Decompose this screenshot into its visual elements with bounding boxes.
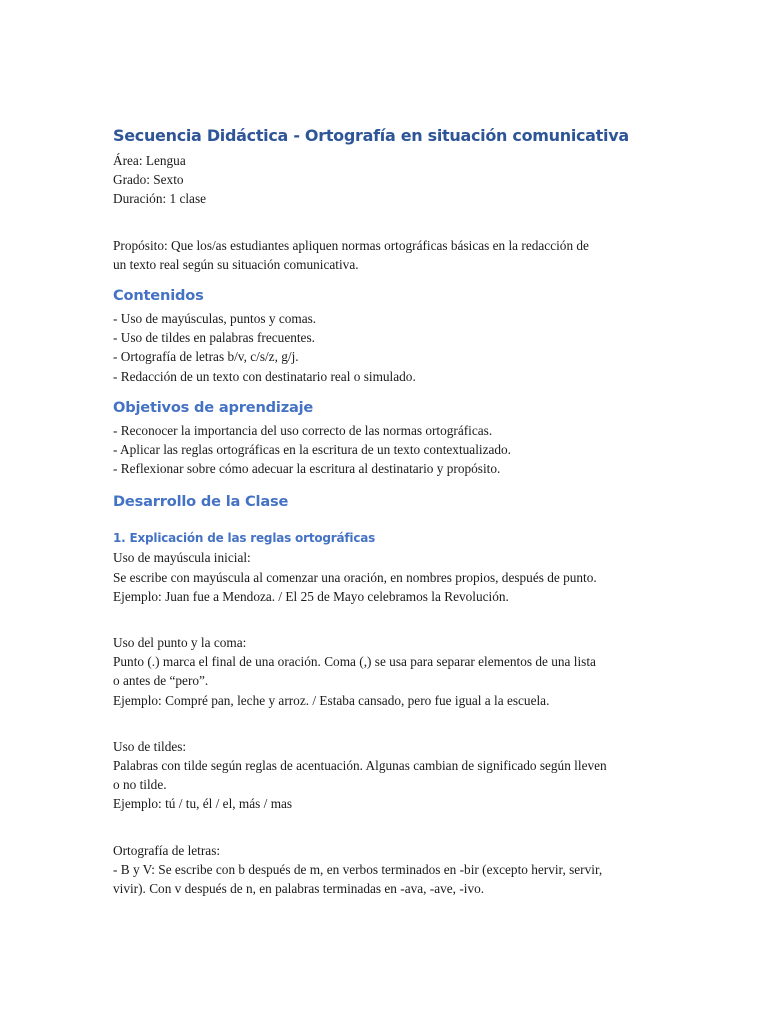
spacer <box>113 386 658 397</box>
objectives-item: - Reflexionar sobre cómo adecuar la escritura al destinatario y propósito. <box>113 461 501 477</box>
document-title: Secuencia Didáctica - Ortografía en situación comunicativa <box>113 126 629 145</box>
spacer <box>113 515 658 528</box>
contents-heading: Contenidos <box>113 287 204 305</box>
development-heading: Desarrollo de la Clase <box>113 493 289 511</box>
spacer <box>113 606 658 633</box>
spacer <box>113 478 658 491</box>
purpose-line-1: Propósito: Que los/as estudiantes apliquen normas ortográficas básicas en la redacción de <box>113 237 589 253</box>
purpose-line-2: un texto real según su situación comunicativa. <box>113 256 359 272</box>
block-mayuscula-line: Se escribe con mayúscula al comenzar una oración, en nombres propios, después de punto. <box>113 569 597 585</box>
meta-grado: Grado: Sexto <box>113 172 184 188</box>
block-letras-line: - B y V: Se escribe con b después de m, en verbos terminados en -bir (excepto hervir, servir, <box>113 861 603 877</box>
block-tildes-line: Ejemplo: tú / tu, él / el, más / mas <box>113 796 293 812</box>
objectives-item: - Aplicar las reglas ortográficas en la escritura de un texto contextualizado. <box>113 442 512 458</box>
block-punto-line: Punto (.) marca el final de una oración. Coma (,) se usa para separar elementos de una lista <box>113 654 596 670</box>
objectives-item: - Reconocer la importancia del uso correcto de las normas ortográficas. <box>113 422 493 438</box>
block-letras-line: vivir). Con v después de n, en palabras terminadas en -ava, -ave, -ivo. <box>113 881 485 897</box>
block-mayuscula-line: Uso de mayúscula inicial: <box>113 550 251 566</box>
development-subheading: 1. Explicación de las reglas ortográficas <box>113 531 376 546</box>
contents-item: - Ortografía de letras b/v, c/s/z, g/j. <box>113 349 299 365</box>
objectives-heading: Objetivos de aprendizaje <box>113 398 314 416</box>
document-page <box>113 124 658 898</box>
contents-item: - Uso de tildes en palabras frecuentes. <box>113 330 315 346</box>
block-punto-line: Ejemplo: Compré pan, leche y arroz. / Estaba cansado, pero fue igual a la escuela. <box>113 692 550 708</box>
block-punto-line: Uso del punto y la coma: <box>113 635 247 651</box>
spacer <box>113 814 658 841</box>
spacer <box>113 209 658 236</box>
block-mayuscula-line: Ejemplo: Juan fue a Mendoza. / El 25 de Mayo celebramos la Revolución. <box>113 588 509 604</box>
spacer <box>113 274 658 285</box>
block-tildes-line: o no tilde. <box>113 777 167 793</box>
spacer <box>113 710 658 737</box>
meta-area: Área: Lengua <box>113 153 186 168</box>
block-tildes-line: Uso de tildes: <box>113 738 187 754</box>
contents-item: - Uso de mayúsculas, puntos y comas. <box>113 311 317 327</box>
block-letras-line: Ortografía de letras: <box>113 842 221 858</box>
block-tildes-line: Palabras con tilde según reglas de acentuación. Algunas cambian de significado según lleven <box>113 758 607 774</box>
contents-item: - Redacción de un texto con destinatario real o simulado. <box>113 368 416 384</box>
block-punto-line: o antes de “pero”. <box>113 673 209 689</box>
meta-duracion: Duración: 1 clase <box>113 191 207 207</box>
